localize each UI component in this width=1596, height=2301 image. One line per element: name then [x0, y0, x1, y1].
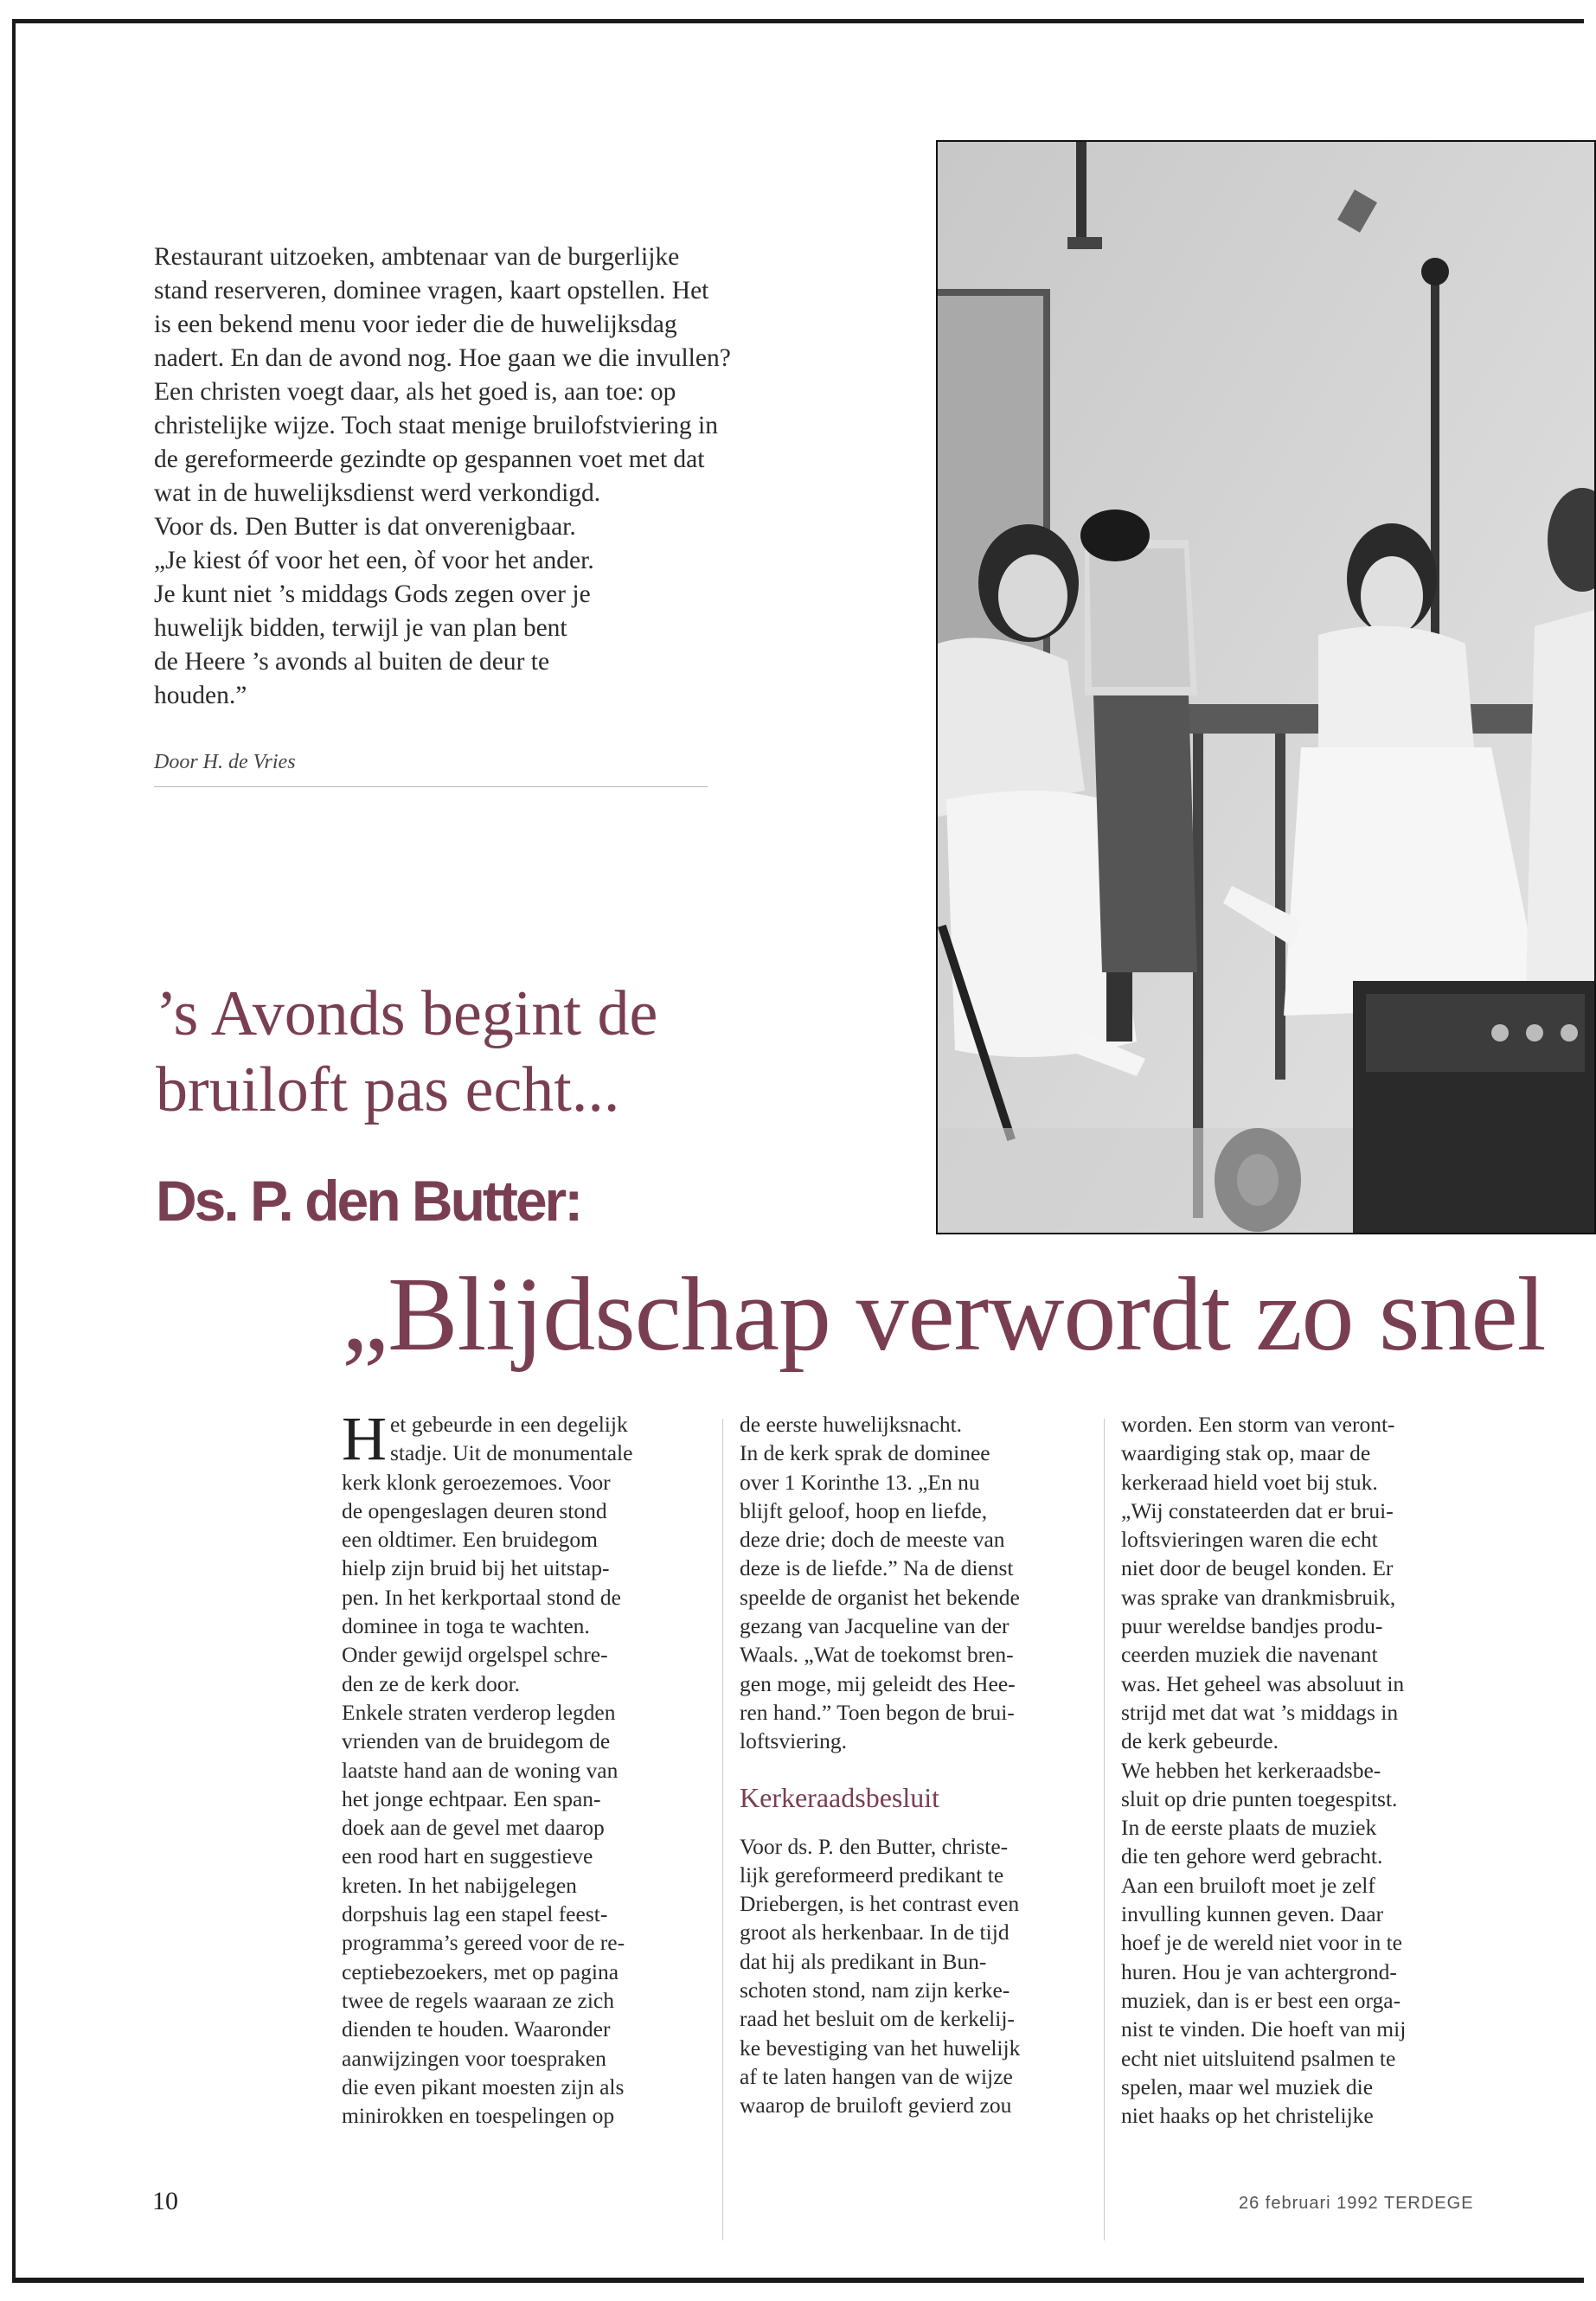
- intro-line: nadert. En dan de avond nog. Hoe gaan we die invullen?: [154, 344, 731, 372]
- body-line: een rood hart en suggestieve: [342, 1843, 593, 1869]
- body-line: huren. Hou je van achtergrond-: [1121, 1958, 1397, 1984]
- body-line: doek aan de gevel met daarop: [342, 1815, 605, 1841]
- column-divider: [722, 1419, 723, 2240]
- body-line: sluit op drie punten toegespitst.: [1121, 1785, 1398, 1811]
- publication-date: 26 februari 1992 TERDEGE: [1239, 2194, 1474, 2213]
- body-line: een oldtimer. Een bruidegom: [342, 1527, 599, 1553]
- body-line: pen. In het kerkportaal stond de: [342, 1584, 621, 1610]
- body-line: waarop de bruiloft gevierd zou: [740, 2093, 1012, 2118]
- body-line: het jonge echtpaar. Een span-: [342, 1785, 601, 1811]
- body-line: kreten. In het nabijgelegen: [342, 1872, 577, 1898]
- body-line: den ze de kerk door.: [342, 1670, 521, 1696]
- body-line: strijd met dat wat ’s middags in: [1121, 1699, 1399, 1725]
- body-line: vrienden van de bruidegom de: [342, 1728, 611, 1754]
- body-line: twee de regels waaraan ze zich: [342, 1987, 615, 2013]
- body-line: loftsvieringen waren die echt: [1121, 1527, 1378, 1553]
- headline-line-1: ’s Avonds begint de: [156, 978, 658, 1049]
- article-column-3: [1121, 1410, 1484, 2232]
- body-line: was sprake van drankmisbruik,: [1121, 1584, 1396, 1610]
- subhead: Ds. P. den Butter:: [156, 1169, 581, 1233]
- body-line: was. Het geheel was absoluut in: [1121, 1670, 1405, 1696]
- intro-line: stand reserveren, dominee vragen, kaart opstellen. Het: [154, 277, 709, 304]
- body-line: groot als herkenbaar. In de tijd: [740, 1920, 1010, 1945]
- article-column-2: [740, 1410, 1086, 2232]
- body-line: „Wij constateerden dat er brui-: [1121, 1497, 1394, 1523]
- body-line: Waals. „Wat de toekomst bren-: [740, 1642, 1014, 1668]
- body-line: nist te vinden. Die hoeft van mij: [1121, 2016, 1407, 2042]
- intro-line: is een bekend menu voor ieder die de huwelijksdag: [154, 311, 677, 338]
- body-line: de kerk gebeurde.: [1121, 1728, 1279, 1754]
- body-line: waardiging stak op, maar de: [1121, 1440, 1371, 1466]
- headline-line-2: bruiloft pas echt...: [156, 1054, 620, 1125]
- body-line: dat hij als predikant in Bun-: [740, 1948, 987, 1974]
- body-line: deze drie; doch de meeste van: [740, 1527, 1005, 1553]
- body-line: hoef je de wereld niet voor in te: [1121, 1930, 1403, 1956]
- body-line: lijk gereformeerd predikant te: [740, 1862, 1004, 1888]
- body-line: de opengeslagen deuren stond: [342, 1497, 607, 1523]
- body-line: kerkeraad hield voet bij stuk.: [1121, 1469, 1378, 1495]
- body-line: gen moge, mij geleidt des Hee-: [740, 1670, 1016, 1696]
- intro-line: wat in de huwelijksdienst werd verkondigd.: [154, 479, 601, 507]
- body-line: ke bevestiging van het huwelijk: [740, 2035, 1021, 2061]
- intro-paragraph: [154, 240, 915, 713]
- drop-cap: H: [342, 1404, 387, 1473]
- body-line: ceerden muziek die navenant: [1121, 1642, 1378, 1668]
- body-line: In de eerste plaats de muziek: [1121, 1815, 1377, 1841]
- intro-line: Een christen voegt daar, als het goed is, aan toe: op: [154, 378, 676, 406]
- body-line: hielp zijn bruid bij het uitstap-: [342, 1555, 610, 1581]
- intro-line: houden.”: [154, 682, 247, 709]
- intro-line: christelijke wijze. Toch staat menige bruilofstviering in: [154, 412, 718, 439]
- body-line: af te laten hangen van de wijze: [740, 2063, 1013, 2089]
- byline: Door H. de Vries: [154, 751, 708, 787]
- body-line: Driebergen, is het contrast even: [740, 1891, 1020, 1917]
- body-line: loftsviering.: [740, 1728, 847, 1754]
- body-line: muziek, dan is er best een orga-: [1121, 1987, 1401, 2013]
- body-line: ren hand.” Toen begon de brui-: [740, 1699, 1015, 1725]
- intro-line: huwelijk bidden, terwijl je van plan bent: [154, 614, 567, 642]
- intro-line: Restaurant uitzoeken, ambtenaar van de burgerlijke: [154, 243, 680, 271]
- intro-line: „Je kiest óf voor het een, òf voor het ander.: [154, 547, 594, 574]
- body-line: We hebben het kerkeraadsbe-: [1121, 1757, 1381, 1783]
- page-number: 10: [152, 2187, 178, 2215]
- body-line: dominee in toga te wachten.: [342, 1613, 590, 1639]
- body-line: gezang van Jacqueline van der: [740, 1613, 1010, 1639]
- body-line: blijft geloof, hoop en liefde,: [740, 1497, 988, 1523]
- body-line: spelen, maar wel muziek die: [1121, 2073, 1374, 2099]
- body-line: deze is de liefde.” Na de dienst: [740, 1555, 1014, 1581]
- intro-line: de gereformeerde gezindte op gespannen voet met dat: [154, 445, 705, 473]
- body-line: Enkele straten verderop legden: [342, 1699, 616, 1725]
- quote-title: „Blijdschap verwordt zo snel: [342, 1256, 1546, 1373]
- intro-line: de Heere ’s avonds al buiten de deur te: [154, 648, 550, 676]
- body-line: puur wereldse bandjes produ-: [1121, 1613, 1383, 1639]
- body-line: In de kerk sprak de dominee: [740, 1440, 990, 1466]
- body-line: laatste hand aan de woning van: [342, 1757, 619, 1783]
- body-line: niet door de beugel konden. Er: [1121, 1555, 1394, 1581]
- body-line: dorpshuis lag een stapel feest-: [342, 1901, 608, 1927]
- intro-line: Voor ds. Den Butter is dat onverenigbaar.: [154, 513, 576, 541]
- body-line: Onder gewijd orgelspel schre-: [342, 1642, 608, 1668]
- body-line: minirokken en toespelingen op: [342, 2103, 615, 2129]
- wedding-photo: [936, 140, 1596, 1234]
- body-line: invulling kunnen geven. Daar: [1121, 1901, 1384, 1927]
- body-line: over 1 Korinthe 13. „En nu: [740, 1469, 980, 1495]
- headline: [156, 976, 779, 1128]
- body-line: Aan een bruiloft moet je zelf: [1121, 1872, 1375, 1898]
- body-line: de eerste huwelijksnacht.: [740, 1412, 963, 1437]
- body-line: Voor ds. P. den Butter, christe-: [740, 1833, 1009, 1859]
- body-line: kerk klonk geroezemoes. Voor: [342, 1469, 611, 1495]
- body-line: worden. Een storm van veront-: [1121, 1412, 1395, 1437]
- body-line: schoten stond, nam zijn kerke-: [740, 1977, 1010, 2003]
- intro-line: Je kunt niet ’s middags Gods zegen over je: [154, 580, 591, 608]
- body-line: raad het besluit om de kerkelij-: [740, 2006, 1015, 2032]
- article-column-1: [342, 1404, 709, 2232]
- body-line: speelde de organist het bekende: [740, 1584, 1020, 1610]
- body-line: dienden te houden. Waaronder: [342, 2016, 611, 2042]
- body-line: niet haaks op het christelijke: [1121, 2103, 1374, 2129]
- body-line: aanwijzingen voor toespraken: [342, 2045, 606, 2071]
- section-heading: Kerkeraadsbesluit: [740, 1781, 940, 1813]
- body-line: stadje. Uit de monumentale: [390, 1440, 633, 1466]
- body-line: et gebeurde in een degelijk: [390, 1412, 628, 1437]
- body-line: ceptiebezoekers, met op pagina: [342, 1958, 619, 1984]
- column-divider: [1104, 1419, 1105, 2240]
- body-line: die ten gehore werd gebracht.: [1121, 1843, 1383, 1869]
- body-line: echt niet uitsluitend psalmen te: [1121, 2045, 1396, 2071]
- body-line: programma’s gereed voor de re-: [342, 1930, 625, 1956]
- body-line: die even pikant moesten zijn als: [342, 2073, 625, 2099]
